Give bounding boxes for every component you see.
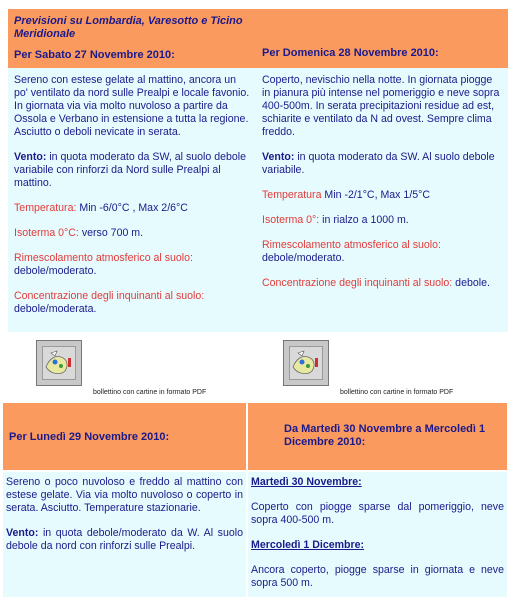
- temp-label: Temperatura:: [14, 202, 77, 214]
- iso-text: verso 700 m.: [78, 227, 144, 239]
- iso-label: Isoterma 0°C:: [14, 227, 79, 239]
- poll-text: debole.: [452, 277, 490, 289]
- saturday-poll-text: debole/moderata.: [14, 303, 97, 315]
- iso-text: in rialzo a 1000 m.: [319, 214, 409, 226]
- monday-heading: Per Lunedì 29 Novembre 2010:: [9, 431, 170, 443]
- saturday-heading: Per Sabato 27 Novembre 2010:: [14, 49, 175, 61]
- temp-label: Temperatura: [262, 189, 322, 201]
- saturday-mix-text: debole/moderato.: [14, 265, 97, 277]
- weather-map-icon: [290, 347, 322, 379]
- pdf-map-thumbnail-left[interactable]: [36, 340, 82, 386]
- tue-wed-body: [248, 472, 507, 597]
- temp-text: Min -6/0°C , Max 2/6°C: [76, 202, 188, 214]
- wind-text: in quota moderato da SW. Al suolo debole variabile.: [262, 151, 495, 176]
- saturday-poll-label: Concentrazione degli inquinanti al suolo:: [14, 290, 205, 302]
- sunday-isotherm: [262, 214, 502, 227]
- iso-label: Isoterma 0°:: [262, 214, 320, 226]
- monday-wind: [6, 527, 243, 553]
- tuesday-text: Coperto con piogge sparse dal pomeriggio, neve sopra 400-500 m.: [251, 501, 504, 526]
- saturday-wind: [14, 151, 251, 190]
- sunday-mix-label: Rimescolamento atmosferico al suolo:: [262, 239, 441, 251]
- poll-label: Concentrazione degli inquinanti al suolo:: [262, 277, 453, 289]
- pdf-caption-right[interactable]: bollettino con cartine in formato PDF: [340, 389, 454, 396]
- saturday-isotherm: [14, 227, 251, 240]
- monday-text: Sereno o poco nuvoloso e freddo al mattino con estese gelate. Via via molto nuvoloso o coperto in serata. Asciutto. Temperature stazionarie.: [6, 476, 243, 514]
- pdf-caption-left[interactable]: bollettino con cartine in formato PDF: [93, 389, 207, 396]
- region-title: Previsioni su Lombardia, Varesotto e Ticino Meridionale: [14, 15, 243, 40]
- sunday-heading: Per Domenica 28 Novembre 2010:: [262, 47, 439, 59]
- sunday-poll: [262, 277, 502, 290]
- saturday-mix-label: Rimescolamento atmosferico al suolo:: [14, 252, 193, 264]
- wednesday-text: Ancora coperto, piogge sparse in giornata e neve sopra 500 m.: [251, 564, 504, 589]
- sunday-mix-text: debole/moderato.: [262, 252, 345, 264]
- wind-label: Vento:: [14, 151, 47, 163]
- sunday-text: Coperto, nevischio nella notte. In giornata piogge in pianura più intense nel pomeriggio e neve sopra 400-500m. In serata precipitazioni residue ad est, schiarite e ventilato da N ad ovest. Sempre clima freddo.: [262, 74, 500, 138]
- sunday-temp: [262, 189, 502, 202]
- sunday-header: [257, 9, 508, 68]
- weather-map-icon: [43, 347, 75, 379]
- monday-header: [3, 403, 246, 470]
- wednesday-link[interactable]: Mercoledì 1 Dicembre:: [251, 539, 365, 551]
- wind-text: in quota debole/moderato da W. Al suolo debole da nord con rinforzi sulle Prealpi.: [6, 527, 243, 552]
- saturday-body: [8, 68, 257, 332]
- wind-label: Vento:: [6, 527, 39, 539]
- wind-label: Vento:: [262, 151, 295, 163]
- saturday-temp: [14, 202, 251, 215]
- saturday-header: [8, 9, 257, 68]
- tue-wed-heading: Da Martedì 30 Novembre a Mercoledì 1 Dicembre 2010:: [284, 423, 486, 448]
- sunday-wind: [262, 151, 502, 177]
- wind-text: in quota moderato da SW, al suolo debole variabile con rinforzi da Nord sulle Prealpi al mattino.: [14, 151, 247, 189]
- sunday-body: [257, 68, 508, 332]
- map-frame: [42, 346, 76, 380]
- map-frame: [289, 346, 323, 380]
- temp-text: Min -2/1°C, Max 1/5°C: [321, 189, 431, 201]
- tuesday-link[interactable]: Martedì 30 Novembre:: [251, 476, 362, 488]
- monday-body: [3, 472, 246, 597]
- saturday-text: Sereno con estese gelate al mattino, ancora un po' ventilato da nord sulle Prealpi e locale favonio. In giornata via via molto nuvoloso a partire da Ossola e Verbano in estensione a tutta la regione. Asciutto o deboli nevicate in serata.: [14, 74, 250, 138]
- tue-wed-header: [248, 403, 507, 470]
- pdf-map-thumbnail-right[interactable]: [283, 340, 329, 386]
